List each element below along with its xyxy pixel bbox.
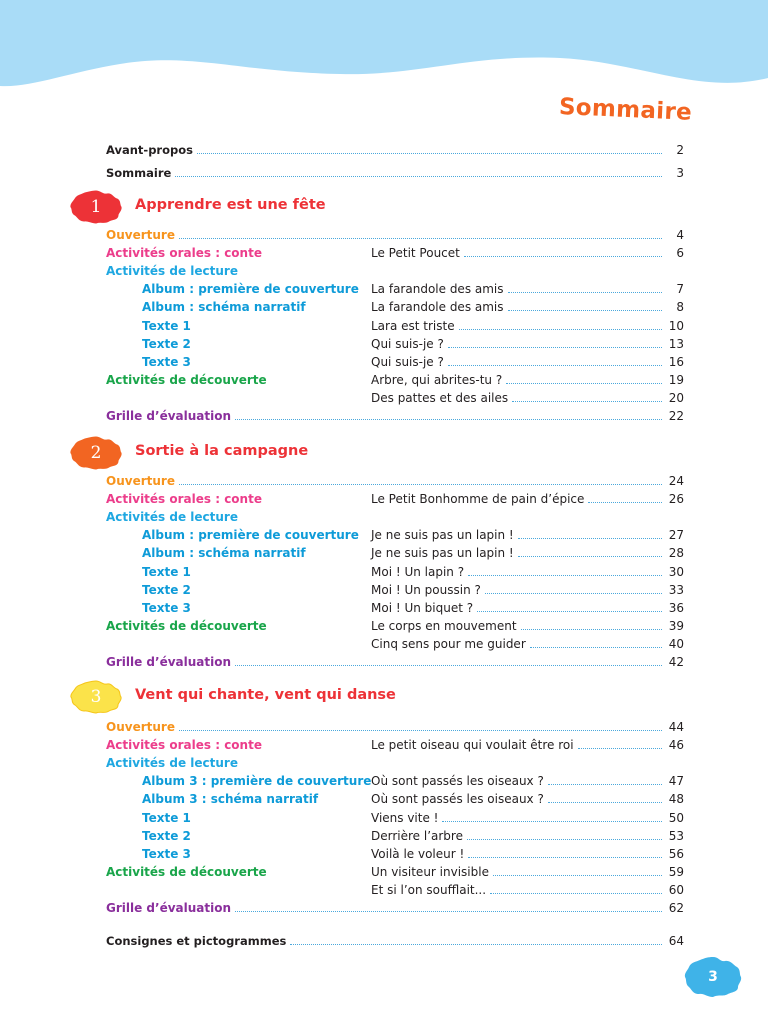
toc-entry-label: Activités de découverte [106,619,267,633]
toc-page-number: 20 [668,391,684,405]
toc-entry-title: Moi ! Un lapin ? [371,563,468,581]
toc-entry-label: Ouverture [106,720,175,734]
toc-page-number: 56 [668,847,684,861]
toc-page-number: 48 [668,792,684,806]
toc-entry-label: Activités orales : conte [106,492,262,506]
toc-row[interactable] [0,617,768,635]
toc-page-number: 64 [668,934,684,948]
toc-entry-label: Activités de découverte [106,865,267,879]
toc-row[interactable] [0,317,768,335]
toc-entry-title: Le Petit Bonhomme de pain d’épice [371,490,588,508]
toc-entry-label: Texte 1 [142,565,191,579]
toc-page-number: 2 [676,143,684,157]
toc-entry-title: Moi ! Un poussin ? [371,581,485,599]
toc-page-number: 60 [668,883,684,897]
toc-entry-label: Texte 1 [142,319,191,333]
toc-entry-label: Texte 3 [142,601,191,615]
toc-row[interactable] [0,389,768,407]
toc-page-number: 39 [668,619,684,633]
chapter-number: 3 [90,687,102,707]
dotted-leader [197,153,662,154]
toc-entry-label: Grille d’évaluation [106,655,232,669]
toc-entry-title: La farandole des amis [371,280,508,298]
dotted-leader [493,875,662,876]
toc-row[interactable] [0,298,768,316]
toc-entry-title: Qui suis-je ? [371,353,448,371]
page-title: Sommaire [558,94,693,126]
chapter-number: 2 [90,443,102,463]
toc-entry-label: Texte 2 [142,583,191,597]
dotted-leader [290,944,662,945]
toc-row[interactable] [0,262,768,280]
page-number: 3 [708,969,718,985]
dotted-leader [235,665,662,666]
toc-entry-title: Cinq sens pour me guider [371,635,530,653]
toc-entry-label: Album 3 : schéma narratif [142,792,319,806]
toc-page-number: 40 [668,637,684,651]
toc-row[interactable] [0,581,768,599]
toc-entry-title: Qui suis-je ? [371,335,448,353]
toc-row-intro[interactable] [0,164,768,182]
dotted-leader [508,310,662,311]
dotted-leader [512,401,662,402]
toc-row[interactable] [0,635,768,653]
toc-page-number: 44 [668,720,684,734]
toc-page-number: 62 [668,901,684,915]
dotted-leader [485,593,662,594]
dotted-leader [506,383,662,384]
toc-page-number: 13 [668,337,684,351]
dotted-leader [464,256,662,257]
toc-row[interactable] [0,599,768,617]
toc-entry-label: Grille d’évaluation [106,901,232,915]
dotted-leader [468,575,662,576]
chapter-title: Apprendre est une fête [135,197,326,213]
toc-page-number: 28 [668,546,684,560]
toc-page-number: 19 [668,373,684,387]
toc-row[interactable] [0,508,768,526]
dotted-leader [490,893,662,894]
chapter-title: Sortie à la campagne [135,443,309,459]
toc-page-number: 22 [668,409,684,423]
chapter-number: 1 [90,197,102,217]
toc-entry-title: Et si l’on soufflait... [371,881,490,899]
toc-row-footer[interactable] [0,932,768,950]
toc-page-number: 50 [668,811,684,825]
toc-page-number: 33 [668,583,684,597]
toc-page-number: 46 [668,738,684,752]
toc-page-number: 8 [676,300,684,314]
toc-row[interactable] [0,526,768,544]
toc-entry-title: Voilà le voleur ! [371,845,468,863]
dotted-leader [179,484,662,485]
dotted-leader [179,238,662,239]
toc-entry-title: Je ne suis pas un lapin ! [371,526,518,544]
toc-entry-title: Un visiteur invisible [371,863,493,881]
toc-entry-label: Album 3 : première de couverture [142,774,372,788]
toc-page-number: 10 [668,319,684,333]
dotted-leader [448,347,662,348]
toc-page-number: 27 [668,528,684,542]
dotted-leader [530,647,662,648]
toc-row[interactable] [0,563,768,581]
toc-entry-label: Album : première de couverture [142,528,359,542]
dotted-leader [578,748,662,749]
toc-entry-title: Le petit oiseau qui voulait être roi [371,736,578,754]
toc-row[interactable] [0,809,768,827]
toc-page-number: 7 [676,282,684,296]
chapter-title: Vent qui chante, vent qui danse [135,687,396,703]
toc-row-intro[interactable] [0,141,768,159]
toc-page-number: 47 [668,774,684,788]
toc-entry-label: Texte 1 [142,811,191,825]
toc-row[interactable] [0,490,768,508]
dotted-leader [448,365,662,366]
toc-entry-label: Ouverture [106,228,175,242]
toc-entry-title: Viens vite ! [371,809,442,827]
dotted-leader [477,611,662,612]
toc-page-number: 59 [668,865,684,879]
toc-page-number: 42 [668,655,684,669]
dotted-leader [518,538,662,539]
toc-entry-label: Consignes et pictogrammes [106,934,287,948]
toc-page-number: 24 [668,474,684,488]
toc-row[interactable] [0,899,768,917]
toc-page-number: 6 [676,246,684,260]
page-number-badge [684,956,742,998]
toc-row[interactable] [0,653,768,671]
dotted-leader [521,629,662,630]
toc-row[interactable] [0,353,768,371]
dotted-leader [235,911,662,912]
toc-entry-label: Texte 2 [142,829,191,843]
toc-row[interactable] [0,845,768,863]
dotted-leader [468,857,662,858]
toc-row[interactable] [0,244,768,262]
dotted-leader [548,784,662,785]
toc-entry-label: Activités de lecture [106,264,238,278]
dotted-leader [235,419,662,420]
dotted-leader [508,292,662,293]
toc-entry-title: Où sont passés les oiseaux ? [371,772,548,790]
toc-entry-label: Texte 3 [142,355,191,369]
toc-row[interactable] [0,226,768,244]
toc-page-number: 53 [668,829,684,843]
toc-row[interactable] [0,544,768,562]
toc-entry-title: Lara est triste [371,317,459,335]
dotted-leader [179,730,662,731]
chapter-heading-1[interactable] [70,190,670,224]
dotted-leader [459,329,662,330]
dotted-leader [442,821,662,822]
toc-entry-title: La farandole des amis [371,298,508,316]
toc-row[interactable] [0,371,768,389]
toc-page-number: 26 [668,492,684,506]
toc-entry-label: Album : schéma narratif [142,300,306,314]
toc-entry-title: Le corps en mouvement [371,617,521,635]
toc-row[interactable] [0,472,768,490]
toc-entry-label: Texte 2 [142,337,191,351]
dotted-leader [588,502,662,503]
toc-entry-title: Des pattes et des ailes [371,389,512,407]
toc-entry-title: Arbre, qui abrites-tu ? [371,371,506,389]
toc-row[interactable] [0,736,768,754]
toc-entry-label: Activités de lecture [106,756,238,770]
toc-entry-title: Le Petit Poucet [371,244,464,262]
toc-page-number: 4 [676,228,684,242]
toc-entry-title: Je ne suis pas un lapin ! [371,544,518,562]
chapter-heading-2[interactable] [70,436,670,470]
toc-entry-label: Album : première de couverture [142,282,359,296]
toc-row[interactable] [0,881,768,899]
banner-wave [0,0,768,86]
toc-entry-label: Album : schéma narratif [142,546,306,560]
dotted-leader [467,839,662,840]
toc-entry-label: Avant-propos [106,143,193,157]
toc-row[interactable] [0,863,768,881]
toc-row[interactable] [0,754,768,772]
toc-entry-label: Activités orales : conte [106,738,262,752]
toc-entry-label: Grille d’évaluation [106,409,232,423]
dotted-leader [518,556,662,557]
toc-entry-label: Sommaire [106,166,172,180]
header-banner [0,0,768,100]
toc-entry-title: Où sont passés les oiseaux ? [371,790,548,808]
toc-row[interactable] [0,772,768,790]
toc-row[interactable] [0,407,768,425]
toc-entry-title: Moi ! Un biquet ? [371,599,477,617]
toc-entry-label: Texte 3 [142,847,191,861]
toc-entry-label: Activités de lecture [106,510,238,524]
toc-entry-label: Activités de découverte [106,373,267,387]
toc-page-number: 3 [676,166,684,180]
toc-page-number: 30 [668,565,684,579]
chapter-heading-3[interactable] [70,680,670,714]
toc-entry-title: Derrière l’arbre [371,827,467,845]
toc-entry-label: Ouverture [106,474,175,488]
toc-row[interactable] [0,335,768,353]
toc-row[interactable] [0,718,768,736]
toc-entry-label: Activités orales : conte [106,246,262,260]
toc-page-number: 16 [668,355,684,369]
toc-page-number: 36 [668,601,684,615]
dotted-leader [175,176,662,177]
toc-row[interactable] [0,827,768,845]
toc-row[interactable] [0,280,768,298]
toc-row[interactable] [0,790,768,808]
dotted-leader [548,802,662,803]
